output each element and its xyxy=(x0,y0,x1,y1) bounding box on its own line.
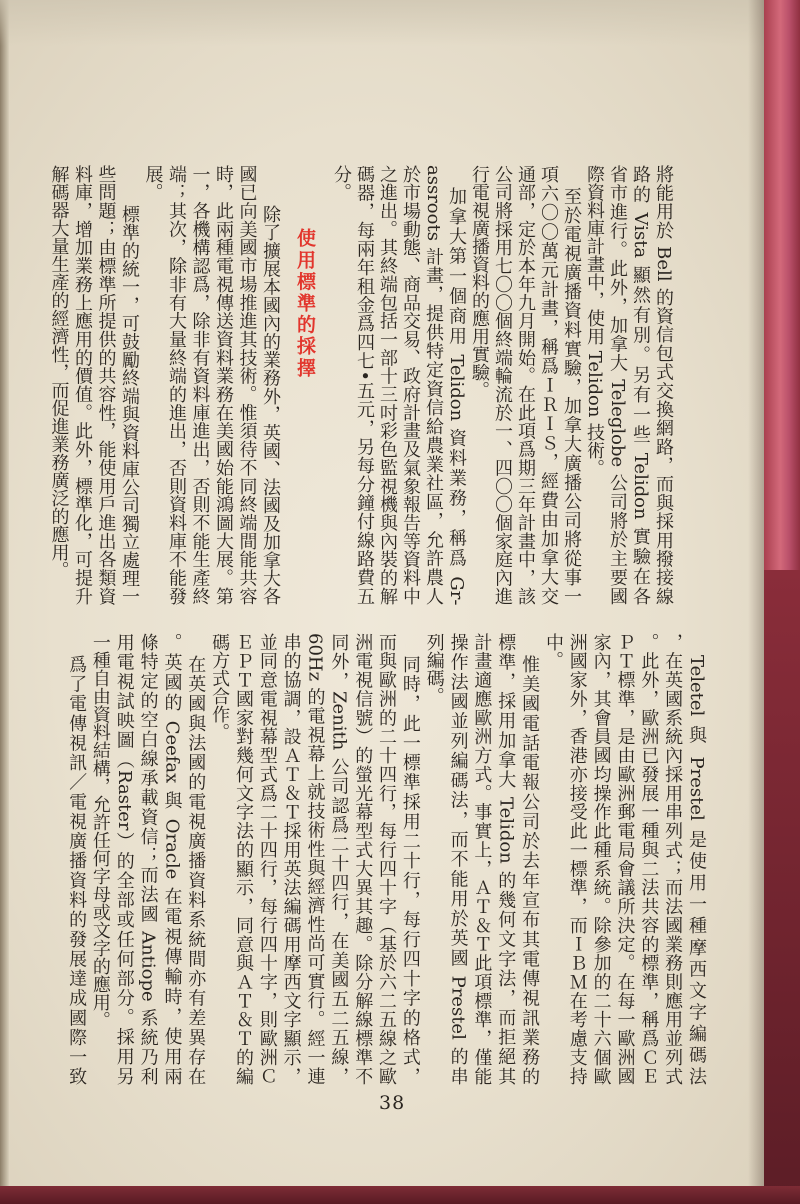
text-column: 行電視廣播資料的應用實驗。 xyxy=(469,165,490,399)
text-column: 料庫，增加業務上應用的價值。此外，標準化，可提升 xyxy=(72,165,93,605)
text-column: 用電視試映圖（Raster）的全部或任何部分。採用另 xyxy=(113,633,135,1085)
paragraph xyxy=(141,165,282,605)
text-column: 省市進行。此外，加拿大 Teleglobe 公司將於主要國 xyxy=(607,165,628,605)
text-column: ＥＰＴ國家對幾何文字法的顯示，同意與ＡＴ＆Ｔ的編 xyxy=(232,633,254,1085)
text-column: 至於電視廣播資料實驗，加拿大廣播公司將從事一 xyxy=(561,186,582,605)
paragraph xyxy=(88,633,207,1085)
text-column: 一種自由資料結構，允許任何字母或文字的應用。 xyxy=(89,633,111,1029)
text-column: 端；其次，除非有大量終端的進出，否則資料庫不能發 xyxy=(166,165,187,605)
text-column: 碼器，每兩年租金爲四七•五元，另每分鐘付線路費五 xyxy=(354,165,375,605)
text-column: 之進出。其終端包括一部十三吋彩色監視機與內裝的解 xyxy=(377,165,398,605)
text-column: 將能用於 Bell 的資信包式交換網路，而與採用撥接線 xyxy=(653,165,674,605)
lower-text-block xyxy=(64,633,708,1085)
text-column: 在英國與法國的電視廣播資料系統間亦有差異存在 xyxy=(185,654,207,1085)
text-column: 爲了電傳視訊／電視廣播資料的發展達成國際一致 xyxy=(66,654,88,1085)
text-column: Teletel 與 Prestel 是使用一種摩西文字編碼法 xyxy=(686,654,707,1085)
text-column: 於市場動態、商品交易、政府計畫及氣象報告等資料中 xyxy=(400,165,421,605)
text-column: 60Hz 的電視幕上就技術性與經濟性尚可實行。經一連 xyxy=(304,633,326,1085)
paragraph xyxy=(583,165,675,605)
paragraph xyxy=(207,633,422,1085)
text-column: 項六〇〇萬元計畫，稱爲ＩＲＩＳ，經費由加拿大交 xyxy=(538,165,559,605)
text-column: 分。 xyxy=(331,165,352,201)
page-top-shade xyxy=(0,0,764,46)
text-column: 碼方式合作。 xyxy=(209,633,231,741)
page-number: 38 xyxy=(379,1092,406,1114)
text-column: 同時，此一標準採用二十行，每行四十字的格式， xyxy=(399,654,421,1085)
text-column: 列編碼。 xyxy=(423,633,445,705)
text-column: 。英國的 Ceefax 與 Oracle 在電視傳輸時，使用兩 xyxy=(161,633,183,1085)
text-column: 中。 xyxy=(542,633,564,669)
text-column: 惟美國電話電報公司於去年宣布其電傳視訊業務的 xyxy=(519,654,541,1085)
page-edge-shadow xyxy=(748,0,764,1186)
standards-text-block xyxy=(47,165,282,605)
upper-text-block xyxy=(330,165,675,605)
text-column: 路的 Vista 顯然有別。另有一些 Telidon 實驗在各 xyxy=(630,165,651,605)
text-column: 條特定的空白線承載資信；而法國 Antiope 系統乃利 xyxy=(137,633,159,1085)
text-column: 同外，Zenith 公司認爲二十四行，在美國五二五線， xyxy=(328,633,350,1085)
paragraph xyxy=(468,165,583,605)
paragraph xyxy=(330,165,468,605)
text-column: 並同意電視幕型式爲二十四行，每行四十字，則歐洲Ｃ xyxy=(256,633,278,1085)
text-column: 一，各機構認爲，除非有資料庫進出，否則不能生產終 xyxy=(189,165,211,605)
text-column: 些問題；由標準所提供的共容性，能使用戶進出各類資 xyxy=(95,165,117,605)
text-column: 加拿大第一個商用 Telidon 資料業務，稱爲 Gr- xyxy=(446,186,467,605)
text-column: ＰＴ標準，是由歐洲郵電局會議所決定。在每一歐洲國 xyxy=(614,633,636,1085)
text-column: 。此外，歐洲已發展一種與二法共容的標準，稱爲ＣＥ xyxy=(638,633,660,1085)
paragraph xyxy=(47,165,141,605)
book-cover-edge-right xyxy=(764,570,800,1204)
text-column: 除了擴展本國內的業務外，英國、法國及加拿大各 xyxy=(260,204,281,605)
text-column: 時，此兩種電視傳送資料業務在美國始能鴻圖大展。第 xyxy=(213,165,234,605)
page-left-edge xyxy=(0,0,9,1186)
paragraph xyxy=(422,633,541,1085)
text-column: 洲電視信號）的螢光幕型式大異其趣。除分解線標準不 xyxy=(352,633,374,1085)
paragraph xyxy=(541,633,708,1085)
text-column: 家內，其會員國均操作此種系統。除參加的二十六個歐 xyxy=(590,633,612,1085)
paragraph xyxy=(64,633,88,1085)
text-column: 串的協調，設ＡＴ＆Ｔ採用英法編碼用摩西文字顯示， xyxy=(280,633,302,1085)
text-column: 國已向美國市場推進其技術。惟須待不同終端間能共容 xyxy=(236,165,258,605)
text-column: 公司將採用七〇〇個終端輪流於一、四〇〇個家庭內進 xyxy=(492,165,513,605)
text-column: 洲國家外，香港亦接受此一標準，而ＩＢＭ在考慮支持 xyxy=(566,633,588,1085)
text-column: 標準的統一，可鼓勵終端與資料庫公司獨立處理一 xyxy=(119,204,140,605)
text-column: 而與歐洲的二十四行，每行四十字（基於六二五線之歐 xyxy=(376,633,398,1085)
text-column: 際資料庫計畫中，使用 Telidon 技術。 xyxy=(584,165,605,478)
text-column: 通部，定於本年九月開始。在此項爲期三年計畫中，該 xyxy=(515,165,536,605)
book-cover-edge-top xyxy=(764,0,800,570)
text-column: 解碼器大量生產的經濟性，而促進業務廣泛的應用。 xyxy=(48,165,70,579)
text-column: 展。 xyxy=(142,165,164,201)
book-cover-edge-bottom xyxy=(0,1186,800,1204)
text-column: 標準，採用加拿大 Telidon 的幾何文字法，而拒絕其 xyxy=(495,633,517,1085)
text-column: 操作法國並列編碼法，而不能用於英國 Prestel 的串 xyxy=(447,633,469,1085)
text-column: assroots 計畫，提供特定資信給農業社區，允許農人 xyxy=(423,165,444,605)
section-heading: 使用標準的採擇 xyxy=(294,228,316,380)
text-column: ，在英國系統內採用串列式；而法國業務則應用並列式 xyxy=(662,633,684,1085)
text-column: 計畫適應歐洲方式。事實上，ＡＴ＆Ｔ此項標準，僅能 xyxy=(471,633,493,1085)
